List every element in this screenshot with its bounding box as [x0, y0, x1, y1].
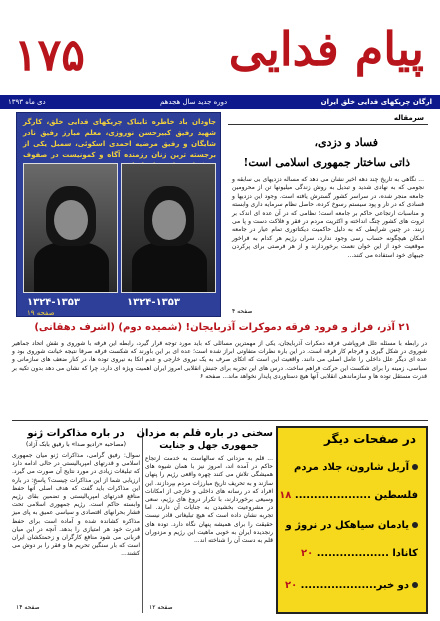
inside-item[interactable] [284, 548, 418, 559]
publication-period: دوره جدید سال هجدهم [160, 98, 228, 106]
publication-date: دی ماه ۱۳۹۳ [8, 98, 46, 106]
mercenary-writers-subtitle: جمهوری جهل و جنایت [159, 441, 259, 451]
editorial-article[interactable] [228, 112, 428, 317]
inside-item-text: دو خبر.................... [300, 580, 409, 591]
banner-body [12, 340, 427, 418]
organization-name: ارگان چریکهای فدایی خلق ایران [320, 98, 432, 106]
geneva-talks-headline[interactable]: در باره مذاکرات ژنو [27, 428, 125, 439]
bullet-icon [412, 582, 418, 588]
banner-body-text: در رابطه با مسئله علل فروپاشی فرقه دمکرات آذربایجان، یکی از مهمترین مسائلی که باید مورد توجه قرار گیرد، رابطه این فرقه با شوروی و نقش اتحاد جماهیر شوروی در شکل گیری و فرجام کار فرقه است. در این باره نظرات متفاوتی ابراز شده است؛ عده ای بر این باورند که شکست فرقه صرفا نتیجه خیانت شوروی بود و عده ای دیگر علل داخلی را عامل اصلی می دانند. واقعیت این است که اتکای صرف به یک نیروی خارجی و عدم اتکا به نیروی توده ها، در کنار ضعف های سازمانی و سیاسی، زمینه را برای شکست این حرکت فراهم ساخت. درس های این تجربه برای جنبش انقلابی امروز ایران اهمیت ویژه ای دارد، چرا که نشان می دهد بدون تکیه بر قدرت مستقل توده ها و سازماندهی انقلابی آنها هیچ دستاوردی پایدار نخواهد ماند... [12, 340, 427, 380]
editorial-headline-line1[interactable]: فساد و دزدی، [314, 136, 378, 149]
inside-item-page: ۲۰ [284, 580, 298, 591]
geneva-talks-page-ref[interactable]: صفحه ۱۴ [16, 604, 40, 611]
inside-item-page: ۱۸ [279, 490, 292, 501]
banner-page-ref[interactable]: صفحه ۶ [200, 372, 221, 380]
portrait-body-shape [34, 242, 109, 292]
geneva-talks-body: سوال: رفیق گرامی، مذاکرات ژنو میان جمهوری اسلامی و قدرتهای امپریالیستی در حالی ادامه دارد که تبلیغات زیادی در مورد نتایج آن صورت می گیرد. ارزیابی شما از این مذاکرات چیست؟ پاسخ: در باره این مذاکرات باید گفت که هدف اصلی آنها حفظ منافع قدرتهای امپریالیستی و تضمین بقای رژیم وابسته حاکم است. رژیم جمهوری اسلامی تحت فشار بحرانهای اقتصادی و سیاسی عمیق به پای میز مذاکره کشانده شده و آماده است برای حفظ قدرت خود هر امتیازی را بدهد. آنچه در این میان قربانی می شود منافع کارگران و زحمتکشان ایران است که بار سنگین تحریم ها و فقر را بر دوش می کشند... [12, 452, 140, 558]
issue-number: ۱۷۵ [14, 30, 85, 81]
inside-item[interactable] [279, 490, 418, 501]
feature-photo-block[interactable] [16, 112, 221, 317]
portrait-years-left: ۱۳۲۴-۱۳۵۳ [27, 297, 80, 308]
editorial-page-ref[interactable]: صفحه ۴ [232, 308, 253, 315]
editorial-body: ... نگاهی به تاریخ چند دهه اخیر نشان می دهد که مساله دزدیهای بی سابقه و نجومی که به نهادی شدید و تبدیل به روش زندگی میلیونها تن از محرومین جامعه منجر شده، در سراسر کشور گسترش یافته است. وجود این دزدیها و فسادی که در تار و پود سیستم رسوخ کرده، حاصل نظام سرمایه داری وابسته و مناسبات ارتجاعی حاکم بر جامعه است؛ نظامی که در آن عده ای اندک بر ثروت های کشور چنگ انداخته و اکثریت مردم در فقر و فلاکت دست و پا می زنند. در چنین شرایطی که به دلیل حاکمیت دیکتاتوری تمام عیار در جامعه امکان هیچگونه حساب رسی وجود ندارد، سران رژیم هر کدام به فراخور موقعیت خود از این خوان نعمت برخوردارند و از هر فرصتی برای پرکردن جیبهای خود استفاده می کنند... [232, 176, 424, 259]
masthead [0, 0, 440, 95]
portrait-body-shape [132, 242, 207, 292]
editorial-headline-line2[interactable]: ذاتی ساختار جمهوری اسلامی است! [243, 156, 410, 169]
column-divider [142, 428, 143, 613]
portrait-photo-man [23, 163, 118, 293]
portrait-face-shape [152, 200, 186, 240]
inside-item-text: فلسطین .................... [294, 490, 418, 501]
section-label: سرمقاله [393, 114, 424, 122]
section-divider [12, 420, 428, 421]
banner-headline[interactable]: ۲۱ آذر، فراز و فرود فرقه دموکرات آذربایجان! (شمیده دوم) (اشرف دهقانی) [34, 322, 411, 333]
feature-caption: جاودان باد خاطره تابناک چریکهای فدایی خلق، کارگر شهید رفیق کبیرحسن نوروزی، معلم مبارز رفیق نادر شایگان و رفیق مرضیه احمدی اسکوئی، سمبل یکی از برجسته ترین زنان رزمنده آگاه و کمونیست در صفوف [23, 118, 216, 159]
inside-item[interactable] [284, 580, 418, 591]
geneva-talks-subtitle: (مصاحبه «رادیو صدا» با رفیق بابک آزاد) [26, 441, 126, 448]
paper-title: پیام فدایی [228, 22, 424, 76]
geneva-talks-article[interactable] [12, 428, 140, 613]
bullet-icon [412, 464, 418, 470]
inside-item[interactable] [284, 520, 418, 531]
portrait-face-shape [54, 200, 88, 240]
inside-pages-box [276, 426, 428, 614]
mercenary-writers-body: ... قلم به مزدانی که سالهاست به خدمت ارتجاع حاکم در آمده اند، امروز نیز با همان شیوه های همیشگی تلاش می کنند چهره واقعی رژیم را پنهان سازند و به تحریف تاریخ مبارزات مردم بپردازند. این افراد که در رسانه های داخلی و خارجی از امکانات وسیعی برخوردارند، با تکرار دروغ های رژیم، سعی در مشروعیت بخشیدن به جنایات آن دارند. اما تجربه نشان داده است که هیچ تبلیغاتی قادر نیست حقیقت را برای همیشه پنهان نگاه دارد. توده های رنجدیده ایران به خوبی ماهیت این رژیم و مزدوران قلم به دست آن را شناخته اند... [145, 455, 273, 545]
inside-item-text: یادمان سیاهکل در نروژ و [285, 520, 409, 531]
organization-bar [0, 95, 440, 109]
inside-item-page: ۲۰ [300, 548, 314, 559]
mercenary-writers-article[interactable] [136, 428, 273, 613]
mercenary-writers-headline[interactable]: سخنی در باره قلم به مزدان [136, 428, 273, 439]
inside-item-text: آریل شارون، جلاد مردم [293, 462, 409, 473]
inside-item[interactable] [284, 462, 418, 473]
inside-item-text: کانادا ................... [316, 548, 418, 559]
inside-pages-title: در صفحات دیگر [324, 432, 416, 446]
feature-page-ref[interactable]: صفحه ۱۹ [27, 309, 55, 317]
portrait-photo-woman [121, 163, 216, 293]
bullet-icon [412, 522, 418, 528]
mercenary-writers-page-ref[interactable]: صفحه ۱۲ [149, 604, 173, 611]
section-divider [228, 124, 428, 125]
portrait-years-right: ۱۳۲۴-۱۳۵۳ [127, 297, 180, 308]
